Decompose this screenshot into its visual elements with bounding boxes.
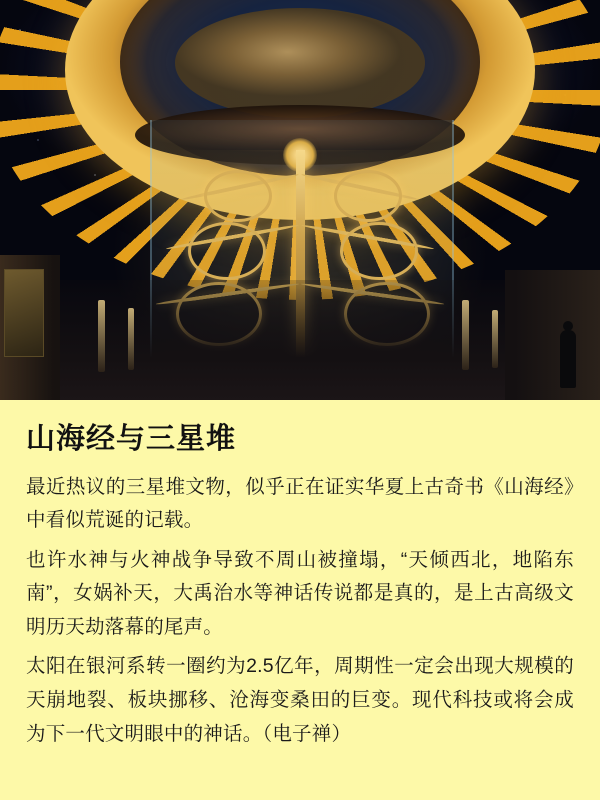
visitor-silhouette-icon <box>560 330 576 388</box>
tree-leaf-ring <box>204 170 272 222</box>
display-light <box>492 310 498 368</box>
text-panel <box>0 400 600 800</box>
article-paragraph-3: 太阳在银河系转一圈约为2.5亿年，周期性一定会出现大规模的天崩地裂、板块挪移、沧海变桑田的巨变。现代科技或将会成为下一代文明眼中的神话。（电子禅） <box>26 655 574 745</box>
article-paragraph-2: 也许水神与火神战争导致不周山被撞塌，“天倾西北，地陷东南”，女娲补天，大禹治水等神话传说都是真的，是上古高级文明历天劫落幕的尾声。 <box>26 548 574 638</box>
article-paragraph-1: 最近热议的三星堆文物，似乎正在证实华夏上古奇书《山海经》中看似荒诞的记载。 <box>26 475 574 532</box>
tree-leaf-ring <box>188 222 266 280</box>
article-title: 山海经与三星堆 <box>26 423 237 455</box>
ceiling-disc <box>175 8 425 118</box>
tree-leaf-ring <box>334 170 402 222</box>
tree-leaf-ring <box>340 222 418 280</box>
display-light <box>98 300 105 372</box>
wall-artwork <box>4 269 44 357</box>
left-wall <box>0 255 60 400</box>
right-wall <box>505 270 600 400</box>
display-light <box>128 308 134 370</box>
display-light <box>462 300 469 370</box>
